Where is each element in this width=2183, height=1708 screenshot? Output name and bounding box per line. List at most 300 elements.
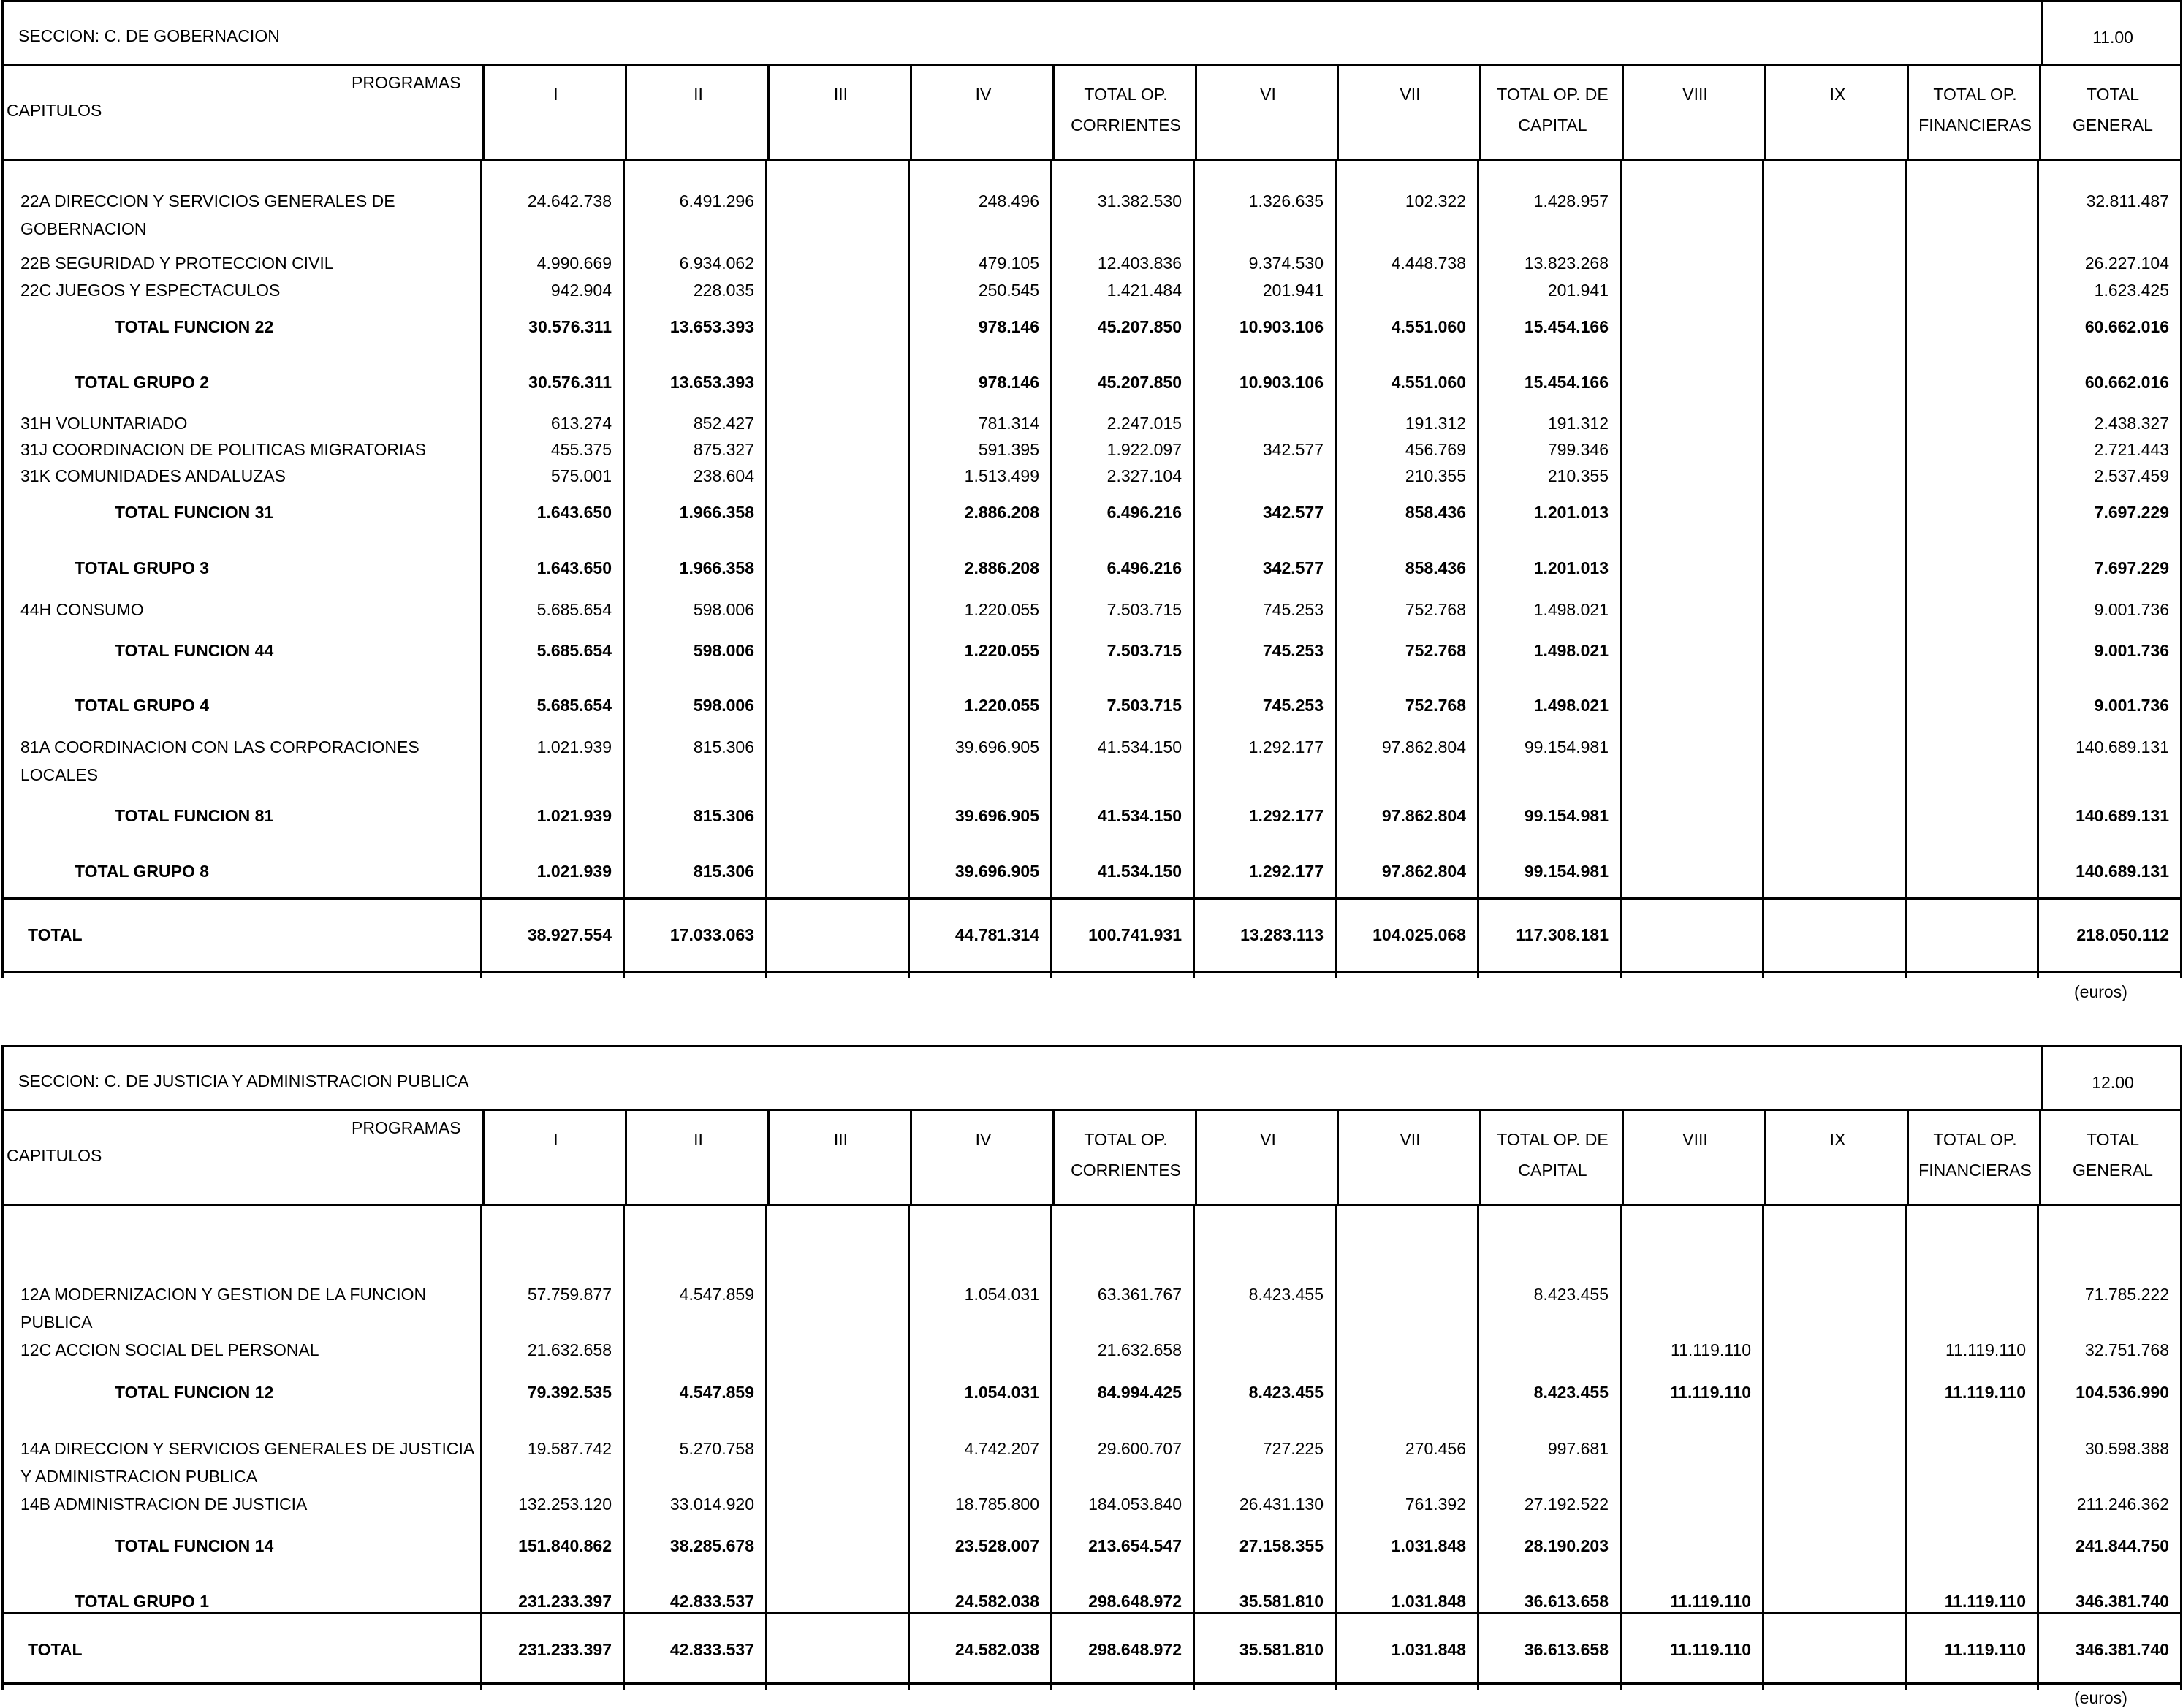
cell-value: 39.696.905 [954, 737, 1039, 756]
cell-value: 9.001.736 [2094, 600, 2169, 619]
cell-value: 781.314 [978, 414, 1039, 433]
section-code: 11.00 [2041, 2, 2182, 64]
cell-value: 6.491.296 [679, 191, 754, 210]
cell-value: 598.006 [693, 600, 754, 619]
header-column [1055, 1111, 1197, 1204]
cell-value: 140.689.131 [2076, 737, 2169, 756]
cell-value: 102.322 [1405, 191, 1466, 210]
cell-value: 18.785.800 [954, 1495, 1039, 1514]
cell-value: 298.648.972 [1088, 1592, 1182, 1611]
row-label: TOTAL FUNCION 14 [115, 1536, 274, 1555]
header-column [912, 1111, 1055, 1204]
cell-value: 1.220.055 [964, 600, 1039, 619]
cell-value: 1.201.013 [1533, 558, 1609, 577]
row-label: 44H CONSUMO [20, 600, 144, 619]
header-capitulos: CAPITULOS [7, 101, 102, 120]
cell-value: 24.642.738 [527, 191, 612, 210]
row-label: TOTAL [28, 925, 83, 944]
cell-value: 342.577 [1262, 503, 1324, 522]
header-column-line1: TOTAL OP. [1933, 85, 2017, 104]
cell-value: 104.536.990 [2076, 1383, 2169, 1402]
cell-value: 591.395 [978, 440, 1039, 459]
cell-value: 613.274 [550, 414, 612, 433]
cell-value: 32.751.768 [2084, 1340, 2169, 1359]
cell-value: 1.922.097 [1106, 440, 1182, 459]
header-column-line1: IX [1829, 1130, 1846, 1149]
column-rule [2180, 161, 2182, 978]
cell-value: 99.154.981 [1524, 737, 1609, 756]
cell-value: 4.547.859 [679, 1383, 754, 1402]
cell-value: 7.503.715 [1106, 696, 1182, 715]
row-label: 12C ACCION SOCIAL DEL PERSONAL [20, 1340, 319, 1359]
header-column [2041, 1111, 2183, 1204]
header-column-line1: II [694, 1130, 703, 1149]
cell-value: 815.306 [693, 737, 754, 756]
header-column-line1: TOTAL [2087, 85, 2139, 104]
header-column [770, 1111, 912, 1204]
cell-value: 2.721.443 [2094, 440, 2169, 459]
cell-value: 5.685.654 [536, 696, 612, 715]
cell-value: 1.498.021 [1533, 600, 1609, 619]
cell-value: 7.697.229 [2094, 558, 2169, 577]
cell-value: 36.613.658 [1524, 1640, 1609, 1659]
table-header [1, 64, 2182, 161]
cell-value: 598.006 [693, 696, 754, 715]
cell-value: 799.346 [1547, 440, 1609, 459]
row-label: 22B SEGURIDAD Y PROTECCION CIVIL [20, 254, 334, 273]
cell-value: 1.326.635 [1248, 191, 1324, 210]
cell-value: 942.904 [550, 281, 612, 300]
cell-value: 36.613.658 [1524, 1592, 1609, 1611]
cell-value: 26.227.104 [2084, 254, 2169, 273]
header-column [627, 1111, 770, 1204]
header-column [1766, 1111, 1909, 1204]
cell-value: 1.292.177 [1248, 862, 1324, 881]
row-label: TOTAL GRUPO 1 [75, 1592, 210, 1611]
cell-value: 575.001 [550, 466, 612, 485]
header-column [1624, 66, 1766, 159]
cell-value: 455.375 [550, 440, 612, 459]
cell-value: 17.033.063 [669, 925, 754, 944]
cell-value: 1.513.499 [964, 466, 1039, 485]
cell-value: 8.423.455 [1533, 1383, 1609, 1402]
cell-value: 44.781.314 [954, 925, 1039, 944]
section-title-bar [1, 1045, 2182, 1111]
cell-value: 1.021.939 [536, 806, 612, 825]
cell-value: 100.741.931 [1088, 925, 1182, 944]
column-rule [2180, 1206, 2182, 1690]
section-title: SECCION: C. DE GOBERNACION [18, 26, 280, 45]
cell-value: 1.421.484 [1106, 281, 1182, 300]
cell-value: 42.833.537 [669, 1592, 754, 1611]
header-column-line1: IV [975, 85, 992, 104]
row-label: 12A MODERNIZACION Y GESTION DE LA FUNCION PUBLICA [20, 1285, 427, 1332]
header-column [1909, 66, 2041, 159]
cell-value: 15.454.166 [1524, 317, 1609, 336]
header-column-line1: VI [1260, 1130, 1276, 1149]
column-rule [1620, 161, 1622, 978]
row-label: TOTAL FUNCION 12 [115, 1383, 274, 1402]
cell-value: 97.862.804 [1381, 806, 1466, 825]
header-column-line1: VII [1400, 1130, 1421, 1149]
cell-value: 30.598.388 [2084, 1439, 2169, 1458]
row-rule [1, 971, 2182, 973]
cell-value: 752.768 [1405, 600, 1466, 619]
cell-value: 24.582.038 [954, 1640, 1039, 1659]
column-rule [1, 1206, 4, 1690]
header-column [627, 66, 770, 159]
cell-value: 63.361.767 [1097, 1285, 1182, 1304]
cell-value: 60.662.016 [2084, 317, 2169, 336]
header-column-line1: IX [1829, 85, 1846, 104]
row-label: 14A DIRECCION Y SERVICIOS GENERALES DE JUSTICIA Y ADMINISTRACION PUBLICA [20, 1439, 474, 1486]
cell-value: 2.438.327 [2094, 414, 2169, 433]
section-code: 12.00 [2041, 1047, 2182, 1109]
cell-value: 875.327 [693, 440, 754, 459]
column-rule [765, 1206, 767, 1690]
cell-value: 210.355 [1405, 466, 1466, 485]
header-column [1055, 66, 1197, 159]
cell-value: 1.428.957 [1533, 191, 1609, 210]
cell-value: 10.903.106 [1239, 317, 1324, 336]
cell-value: 978.146 [978, 317, 1039, 336]
header-capitulos: CAPITULOS [7, 1146, 102, 1165]
cell-value: 42.833.537 [669, 1640, 754, 1659]
cell-value: 11.119.110 [1669, 1592, 1751, 1611]
cell-value: 191.312 [1405, 414, 1466, 433]
cell-value: 8.423.455 [1533, 1285, 1609, 1304]
cell-value: 23.528.007 [954, 1536, 1039, 1555]
header-column-line1: VII [1400, 85, 1421, 104]
cell-value: 1.498.021 [1533, 696, 1609, 715]
header-column [1481, 1111, 1624, 1204]
header-column-line1: II [694, 85, 703, 104]
row-label: TOTAL FUNCION 44 [115, 641, 274, 660]
cell-value: 1.054.031 [964, 1383, 1039, 1402]
cell-value: 978.146 [978, 373, 1039, 392]
cell-value: 231.233.397 [518, 1640, 612, 1659]
cell-value: 45.207.850 [1097, 317, 1182, 336]
cell-value: 298.648.972 [1088, 1640, 1182, 1659]
column-rule [1620, 1206, 1622, 1690]
cell-value: 12.403.836 [1097, 254, 1182, 273]
cell-value: 1.966.358 [679, 558, 754, 577]
cell-value: 21.632.658 [1097, 1340, 1182, 1359]
cell-value: 852.427 [693, 414, 754, 433]
cell-value: 1.292.177 [1248, 737, 1324, 756]
cell-value: 4.990.669 [536, 254, 612, 273]
column-rule [765, 161, 767, 978]
header-column [1481, 66, 1624, 159]
header-column-line1: I [553, 85, 558, 104]
cell-value: 997.681 [1547, 1439, 1609, 1458]
cell-value: 10.903.106 [1239, 373, 1324, 392]
cell-value: 6.934.062 [679, 254, 754, 273]
cell-value: 140.689.131 [2076, 806, 2169, 825]
cell-value: 250.545 [978, 281, 1039, 300]
section-title-bar [1, 0, 2182, 66]
cell-value: 1.220.055 [964, 696, 1039, 715]
row-label: 31J COORDINACION DE POLITICAS MIGRATORIAS [20, 440, 427, 459]
cell-value: 4.551.060 [1391, 373, 1466, 392]
cell-value: 11.119.110 [1944, 1383, 2026, 1402]
units-note: (euros) [2074, 1688, 2127, 1707]
cell-value: 2.537.459 [2094, 466, 2169, 485]
header-column-line2: CAPITAL [1518, 115, 1587, 134]
header-column [770, 66, 912, 159]
cell-value: 38.285.678 [669, 1536, 754, 1555]
cell-value: 201.941 [1547, 281, 1609, 300]
cell-value: 238.604 [693, 466, 754, 485]
cell-value: 5.685.654 [536, 641, 612, 660]
cell-value: 6.496.216 [1106, 558, 1182, 577]
cell-value: 342.577 [1262, 440, 1324, 459]
cell-value: 598.006 [693, 641, 754, 660]
header-column [1339, 1111, 1481, 1204]
column-rule [1905, 161, 1907, 978]
cell-value: 1.292.177 [1248, 806, 1324, 825]
cell-value: 1.054.031 [964, 1285, 1039, 1304]
cell-value: 32.811.487 [2086, 191, 2169, 210]
column-rule [1762, 161, 1764, 978]
cell-value: 1.031.848 [1391, 1592, 1466, 1611]
row-label: TOTAL [28, 1640, 83, 1659]
row-label: TOTAL FUNCION 22 [115, 317, 274, 336]
cell-value: 15.454.166 [1524, 373, 1609, 392]
cell-value: 11.119.110 [1945, 1340, 2026, 1359]
cell-value: 9.374.530 [1248, 254, 1324, 273]
header-column-line1: IV [975, 1130, 992, 1149]
header-column-line1: VIII [1682, 1130, 1708, 1149]
cell-value: 342.577 [1262, 558, 1324, 577]
cell-value: 99.154.981 [1524, 862, 1609, 881]
cell-value: 31.382.530 [1097, 191, 1182, 210]
cell-value: 858.436 [1405, 558, 1466, 577]
column-rule [1, 161, 4, 978]
row-label: 14B ADMINISTRACION DE JUSTICIA [20, 1495, 308, 1514]
row-label: TOTAL GRUPO 4 [75, 696, 210, 715]
cell-value: 8.423.455 [1248, 1285, 1324, 1304]
cell-value: 19.587.742 [527, 1439, 612, 1458]
cell-value: 8.423.455 [1248, 1383, 1324, 1402]
column-rule [1762, 1206, 1764, 1690]
cell-value: 241.844.750 [2076, 1536, 2169, 1555]
header-column-line1: TOTAL OP. [1084, 85, 1168, 104]
row-label: 31K COMUNIDADES ANDALUZAS [20, 466, 286, 485]
cell-value: 1.201.013 [1533, 503, 1609, 522]
cell-value: 218.050.112 [2076, 925, 2169, 944]
row-rule [1, 1682, 2182, 1685]
header-column [1909, 1111, 2041, 1204]
section-justicia [1, 1045, 2182, 1707]
header-column-line1: VIII [1682, 85, 1708, 104]
cell-value: 479.105 [978, 254, 1039, 273]
header-column [1197, 66, 1339, 159]
row-label: 22A DIRECCION Y SERVICIOS GENERALES DE GOBERNACION [20, 191, 395, 238]
cell-value: 228.035 [693, 281, 754, 300]
header-column-line2: CAPITAL [1518, 1161, 1587, 1180]
cell-value: 13.653.393 [669, 317, 754, 336]
header-column [485, 1111, 627, 1204]
header-column-line1: TOTAL OP. [1933, 1130, 2017, 1149]
cell-value: 11.119.110 [1944, 1592, 2026, 1611]
row-rule [1, 897, 2182, 900]
cell-value: 2.886.208 [964, 558, 1039, 577]
cell-value: 104.025.068 [1373, 925, 1466, 944]
cell-value: 5.685.654 [536, 600, 612, 619]
cell-value: 13.823.268 [1524, 254, 1609, 273]
cell-value: 35.581.810 [1239, 1640, 1324, 1659]
cell-value: 41.534.150 [1097, 862, 1182, 881]
cell-value: 30.576.311 [528, 373, 612, 392]
cell-value: 11.119.110 [1671, 1340, 1751, 1359]
cell-value: 7.503.715 [1106, 600, 1182, 619]
cell-value: 456.769 [1405, 440, 1466, 459]
cell-value: 211.246.362 [2076, 1495, 2169, 1514]
cell-value: 35.581.810 [1239, 1592, 1324, 1611]
cell-value: 39.696.905 [954, 806, 1039, 825]
cell-value: 27.158.355 [1239, 1536, 1324, 1555]
cell-value: 41.534.150 [1097, 737, 1182, 756]
cell-value: 60.662.016 [2084, 373, 2169, 392]
cell-value: 21.632.658 [527, 1340, 612, 1359]
cell-value: 727.225 [1262, 1439, 1324, 1458]
cell-value: 33.014.920 [669, 1495, 754, 1514]
cell-value: 4.742.207 [964, 1439, 1039, 1458]
header-column [1766, 66, 1909, 159]
cell-value: 151.840.862 [518, 1536, 612, 1555]
cell-value: 97.862.804 [1381, 862, 1466, 881]
cell-value: 270.456 [1405, 1439, 1466, 1458]
cell-value: 745.253 [1262, 641, 1324, 660]
cell-value: 57.759.877 [527, 1285, 612, 1304]
row-label: TOTAL FUNCION 81 [115, 806, 274, 825]
cell-value: 761.392 [1405, 1495, 1466, 1514]
cell-value: 4.547.859 [679, 1285, 754, 1304]
cell-value: 1.966.358 [679, 503, 754, 522]
cell-value: 1.021.939 [536, 862, 612, 881]
cell-value: 97.862.804 [1381, 737, 1466, 756]
cell-value: 9.001.736 [2094, 641, 2169, 660]
cell-value: 24.582.038 [954, 1592, 1039, 1611]
cell-value: 117.308.181 [1516, 925, 1609, 944]
header-column-line2: FINANCIERAS [1918, 1161, 2032, 1180]
cell-value: 2.247.015 [1106, 414, 1182, 433]
cell-value: 1.623.425 [2094, 281, 2169, 300]
cell-value: 4.551.060 [1391, 317, 1466, 336]
cell-value: 248.496 [978, 191, 1039, 210]
cell-value: 13.283.113 [1240, 925, 1324, 944]
cell-value: 13.653.393 [669, 373, 754, 392]
cell-value: 1.031.848 [1391, 1640, 1466, 1659]
header-column [1197, 1111, 1339, 1204]
header-column-line2: GENERAL [2073, 1161, 2153, 1180]
cell-value: 11.119.110 [1669, 1383, 1751, 1402]
header-column-line2: CORRIENTES [1071, 115, 1181, 134]
table-header [1, 1109, 2182, 1206]
section-gobernacion [1, 0, 2182, 1001]
row-label: TOTAL GRUPO 2 [75, 373, 210, 392]
cell-value: 71.785.222 [2084, 1285, 2169, 1304]
cell-value: 1.220.055 [964, 641, 1039, 660]
cell-value: 26.431.130 [1239, 1495, 1324, 1514]
cell-value: 79.392.535 [527, 1383, 612, 1402]
cell-value: 84.994.425 [1097, 1383, 1182, 1402]
cell-value: 213.654.547 [1088, 1536, 1182, 1555]
row-label: TOTAL FUNCION 31 [115, 503, 274, 522]
cell-value: 99.154.981 [1524, 806, 1609, 825]
header-column-line1: TOTAL [2087, 1130, 2139, 1149]
cell-value: 7.697.229 [2094, 503, 2169, 522]
cell-value: 1.031.848 [1391, 1536, 1466, 1555]
cell-value: 191.312 [1547, 414, 1609, 433]
row-label: 22C JUEGOS Y ESPECTACULOS [20, 281, 281, 300]
cell-value: 140.689.131 [2076, 862, 2169, 881]
header-column-line1: VI [1260, 85, 1276, 104]
cell-value: 745.253 [1262, 600, 1324, 619]
header-column-line1: TOTAL OP. [1084, 1130, 1168, 1149]
cell-value: 1.643.650 [536, 503, 612, 522]
header-column-line2: GENERAL [2073, 115, 2153, 134]
section-title: SECCION: C. DE JUSTICIA Y ADMINISTRACION PUBLICA [18, 1071, 469, 1090]
cell-value: 45.207.850 [1097, 373, 1182, 392]
cell-value: 210.355 [1547, 466, 1609, 485]
cell-value: 38.927.554 [527, 925, 612, 944]
cell-value: 41.534.150 [1097, 806, 1182, 825]
header-column [485, 66, 627, 159]
header-column [912, 66, 1055, 159]
cell-value: 27.192.522 [1524, 1495, 1609, 1514]
row-label: 81A COORDINACION CON LAS CORPORACIONES LOCALES [20, 737, 419, 784]
header-programas: PROGRAMAS [352, 1118, 461, 1137]
cell-value: 11.119.110 [1669, 1640, 1751, 1659]
header-column-line1: III [833, 1130, 848, 1149]
header-programas: PROGRAMAS [352, 73, 461, 92]
row-label: TOTAL GRUPO 8 [75, 862, 210, 881]
cell-value: 346.381.740 [2076, 1592, 2169, 1611]
cell-value: 11.119.110 [1944, 1640, 2026, 1659]
cell-value: 29.600.707 [1097, 1439, 1182, 1458]
column-rule [1905, 1206, 1907, 1690]
cell-value: 30.576.311 [528, 317, 612, 336]
header-column [1624, 1111, 1766, 1204]
cell-value: 201.941 [1262, 281, 1324, 300]
cell-value: 745.253 [1262, 696, 1324, 715]
cell-value: 132.253.120 [518, 1495, 612, 1514]
header-column-line1: TOTAL OP. DE [1497, 1130, 1609, 1149]
cell-value: 1.498.021 [1533, 641, 1609, 660]
cell-value: 7.503.715 [1106, 641, 1182, 660]
cell-value: 815.306 [693, 862, 754, 881]
row-label: TOTAL GRUPO 3 [75, 558, 210, 577]
cell-value: 815.306 [693, 806, 754, 825]
cell-value: 5.270.758 [679, 1439, 754, 1458]
cell-value: 1.643.650 [536, 558, 612, 577]
units-note: (euros) [2074, 982, 2127, 1001]
cell-value: 752.768 [1405, 696, 1466, 715]
header-column-line2: FINANCIERAS [1918, 115, 2032, 134]
row-label: 31H VOLUNTARIADO [20, 414, 188, 433]
cell-value: 858.436 [1405, 503, 1466, 522]
cell-value: 9.001.736 [2094, 696, 2169, 715]
cell-value: 39.696.905 [954, 862, 1039, 881]
header-column [1339, 66, 1481, 159]
header-column [2041, 66, 2183, 159]
cell-value: 2.886.208 [964, 503, 1039, 522]
cell-value: 4.448.738 [1391, 254, 1466, 273]
header-column-line1: I [553, 1130, 558, 1149]
cell-value: 2.327.104 [1106, 466, 1182, 485]
